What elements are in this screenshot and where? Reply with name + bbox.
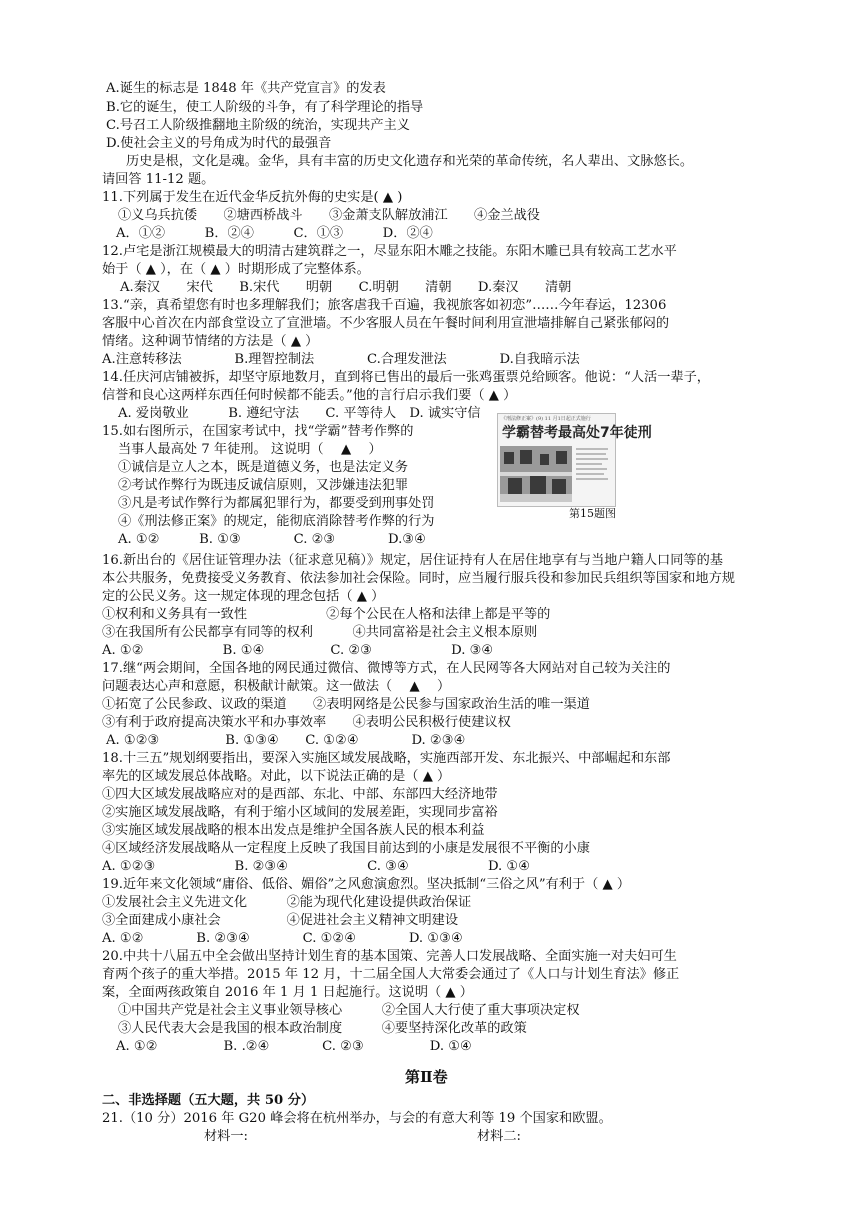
figure-caption: 第15题图	[569, 507, 616, 520]
q19-stem: 19.近年来文化领域“庸俗、低俗、媚俗”之风愈演愈烈。坚决抵制“三俗之风”有利于（ ▲ ）	[102, 877, 631, 892]
q15-options: A. ①② B. ①③ C. ②③ D.③④	[118, 532, 426, 547]
q15-stem: 15.如右图所示，在国家考试中，找“学霸”替考作弊的	[102, 424, 414, 439]
q11-stem: 11.下列属于发生在近代金华反抗外侮的史实是( ▲ )	[102, 190, 403, 205]
q19-items-1: ①发展社会主义先进文化 ②能为现代化建设提供政治保证	[102, 895, 472, 910]
q18-item-4: ④区域经济发展战略从一定程度上反映了我国目前达到的小康是发展很不平衡的小康	[102, 841, 590, 856]
q14-stem-cont: 信誉和良心这两样东西任何时候都不能丢。”他的言行启示我们要（ ▲ ）	[102, 388, 517, 403]
q16-stem-cont1: 本公共服务，免费接受义务教育、依法参加社会保险。同时，应当履行服兵役和参加民兵组织等国家和地方规	[102, 571, 735, 586]
material-one-label: 材料一:	[204, 1129, 249, 1144]
q15-item-3: ③凡是考试作弊行为都属犯罪行为，都要受到刑事处罚	[118, 496, 435, 511]
q17-options: A. ①②③ B. ①③④ C. ①②④ D. ②③④	[106, 733, 466, 748]
q17-stem: 17.继“两会期间，全国各地的网民通过微信、微博等方式，在人民网等各大网站对自己较为关注的	[102, 661, 671, 676]
q16-stem: 16.新出台的《居住证管理办法（征求意见稿）》规定，居住证持有人在居住地享有与当地户籍人口同等的基	[102, 553, 723, 568]
q11-options: A．①② B．②④ C．①③ D．②④	[116, 226, 433, 241]
q18-item-2: ②实施区域发展战略，有利于缩小区域间的发展差距，实现同步富裕	[102, 805, 498, 820]
part-two-title: 第Ⅱ卷	[405, 1068, 448, 1086]
q13-stem-cont2: 情绪。这种调节情绪的方法是（ ▲ ）	[102, 334, 319, 349]
q20-options: A. ①② B. .②④ C. ②③ D. ①④	[116, 1039, 472, 1054]
q18-stem: 18.十三五”规划纲要指出，要深入实施区域发展战略，实施西部开发、东北振兴、中部崛起和东部	[102, 751, 671, 766]
q13-stem: 13.“亲，真希望您有时也多理解我们；旅客虐我千百遍，我视旅客如初恋”……今年春运，12306	[102, 298, 667, 313]
intro-paragraph-cont: 请回答 11-12 题。	[102, 172, 215, 187]
q12-stem-cont: 始于（ ▲ ），在（ ▲ ）时期形成了完整体系。	[102, 262, 370, 277]
q20-items-2: ③人民代表大会是我国的根本政治制度 ④要坚持深化改革的政策	[118, 1021, 527, 1036]
q20-stem: 20.中共十八届五中全会做出坚持计划生育的基本国策、完善人口发展战略、全面实施一对夫妇可生	[102, 949, 677, 964]
q15-news-image	[497, 413, 652, 507]
q12-options: A.秦汉 宋代 B.宋代 明朝 C.明朝 清朝 D.秦汉 清朝	[120, 280, 572, 295]
material-two-label: 材料二:	[477, 1129, 522, 1144]
q17-stem-cont: 问题表达心声和意愿，积极献计献策。这一做法（ ▲ ）	[102, 679, 451, 694]
q18-item-1: ①四大区域发展战略应对的是西部、东北、中部、东部四大经济地带	[102, 787, 498, 802]
q19-items-2: ③全面建成小康社会 ④促进社会主义精神文明建设	[102, 913, 459, 928]
q17-items-1: ①拓宽了公民参政、议政的渠道 ②表明网络是公民参与国家政治生活的唯一渠道	[102, 697, 590, 712]
q16-items-1: ①权利和义务具有一致性 ②每个公民在人格和法律上都是平等的	[102, 607, 551, 622]
q16-items-2: ③在我国所有公民都享有同等的权利 ④共同富裕是社会主义根本原则	[102, 625, 538, 640]
q17-items-2: ③有利于政府提高决策水平和办事效率 ④表明公民积极行使建议权	[102, 715, 511, 730]
q11-items: ①义乌兵抗倭 ②塘西桥战斗 ③金萧支队解放浦江 ④金兰战役	[118, 208, 540, 223]
q13-stem-cont1: 客服中心首次在内部食堂设立了宣泄墙。不少客服人员在午餐时间利用宣泄墙排解自己紧张郁闷的	[102, 316, 670, 331]
exam-room-photo	[500, 446, 572, 502]
news-image-small-header: 《刑法修正案》(9) 11 月1日起正式施行	[501, 416, 591, 422]
q18-options: A. ①②③ B. ②③④ C. ③④ D. ①④	[102, 859, 531, 874]
q15-item-1: ①诚信是立人之本，既是道德义务，也是法定义务	[118, 460, 409, 475]
q18-stem-cont: 率先的区域发展总体战略。对此，以下说法正确的是（ ▲ ）	[102, 769, 451, 784]
q18-item-3: ③实施区域发展战略的根本出发点是维护全国各族人民的根本利益	[102, 823, 485, 838]
q15-stem-cont: 当事人最高处 7 年徒刑。 这说明（ ▲ ）	[118, 442, 382, 457]
section-two-heading: 二、非选择题（五大题，共 50 分）	[102, 1093, 315, 1108]
q16-stem-cont2: 定的公民义务。这一规定体现的理念包括（ ▲ ）	[102, 589, 385, 604]
q19-options: A. ①② B. ②③④ C. ①②④ D. ①③④	[102, 931, 463, 946]
q10-option-c: C.号召工人阶级推翻地主阶级的统治，实现共产主义	[106, 118, 410, 133]
q15-item-4: ④《刑法修正案》的规定，能彻底消除替考作弊的行为	[118, 514, 435, 529]
q21-stem: 21.（10 分）2016 年 G20 峰会将在杭州举办，与会的有意大利等 19 个国家和欧盟。	[102, 1111, 612, 1126]
q10-option-d: D.使社会主义的号角成为时代的最强音	[106, 136, 332, 151]
q20-items-1: ①中国共产党是社会主义事业领导核心 ②全国人大行使了重大事项决定权	[118, 1003, 580, 1018]
q14-stem: 14.任庆河店铺被拆，却坚守原地数月，直到将已售出的最后一张鸡蛋票兑给顾客。他说：“人活一辈子，	[102, 370, 710, 385]
q20-stem-cont1: 育两个孩子的重大举措。2015 年 12 月，十二届全国人大常委会通过了《人口与计划生育法》修正	[102, 967, 680, 982]
q12-stem: 12.卢宅是浙江规模最大的明清古建筑群之一，尽显东阳木雕之技能。东阳木雕已具有较高工艺水平	[102, 244, 677, 259]
intro-paragraph: 历史是根，文化是魂。金华，具有丰富的历史文化遗存和光荣的革命传统，名人辈出、文脉悠长。	[126, 154, 694, 169]
q13-options: A.注意转移法 B.理智控制法 C.合理发泄法 D.自我暗示法	[102, 352, 580, 367]
q20-stem-cont2: 案，全面两孩政策自 2016 年 1 月 1 日起施行。这说明（ ▲ ）	[102, 985, 473, 1000]
news-image-headline: 学霸替考最高处7年徒刑	[502, 425, 652, 441]
q16-options: A. ①② B. ①④ C. ②③ D. ③④	[102, 643, 494, 658]
q15-item-2: ②考试作弊行为既违反诚信原则，又涉嫌违法犯罪	[118, 478, 409, 493]
q10-option-b: B.它的诞生，使工人阶级的斗争，有了科学理论的指导	[106, 100, 424, 115]
q14-options: A. 爱岗敬业 B. 遵纪守法 C. 平等待人 D. 诚实守信	[118, 406, 481, 421]
q10-option-a: A.诞生的标志是 1848 年《共产党宣言》的发表	[106, 81, 386, 96]
news-image-sidebar	[576, 448, 608, 480]
